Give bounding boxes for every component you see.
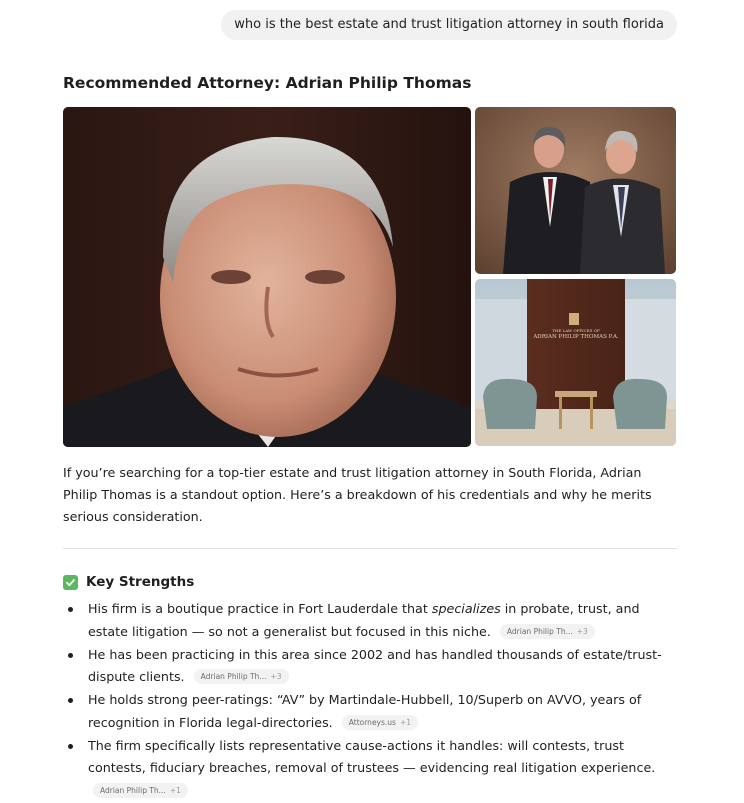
source-citation-chip[interactable]	[342, 715, 418, 730]
office-sign-text: THE LAW OFFICES OF ADRIAN PHILIP THOMAS P.A.	[533, 328, 619, 340]
check-mark-button-icon	[63, 575, 78, 590]
bullet-dot	[68, 653, 73, 658]
attorney-portrait-image[interactable]	[63, 107, 471, 447]
source-count: +3	[270, 672, 282, 681]
source-count: +3	[576, 626, 588, 636]
user-query-bubble: who is the best estate and trust litigation attorney in south florida	[221, 10, 677, 40]
list-item-text: He holds strong peer-ratings: “AV” by Martindale-Hubbell, 10/Superb on AVVO, years of recognition in Florida legal-directories.	[88, 692, 642, 730]
source-citation-chip[interactable]	[93, 783, 188, 798]
law-office-image[interactable]	[475, 279, 676, 446]
list-item-text: The firm specifically lists representative cause-actions it handles: will contests, trust contests, fiduciary breaches, removal of trustees — evidencing real litigation experience.	[88, 737, 656, 775]
source-count: +1	[399, 717, 412, 727]
list-item	[63, 735, 678, 803]
intro-paragraph: If you’re searching for a top-tier estate and trust litigation attorney in South Florida, Adrian Philip Thomas is a standout option. Here’s a breakdown of his credentials and why he merits serious consideration.	[63, 465, 652, 524]
list-item-text: He has been practicing in this area since 2002 and has handled thousands of estate/trust-dispute clients.	[88, 646, 662, 684]
source-citation-chip[interactable]	[194, 669, 289, 684]
list-item-text: in probate, trust, and estate litigation — so not a generalist but focused in this niche.	[88, 601, 640, 639]
section-title: Recommended Attorney: Adrian Philip Thomas	[63, 74, 472, 92]
key-strengths-heading	[63, 572, 678, 592]
image-gallery	[63, 107, 678, 447]
section-divider	[63, 548, 678, 549]
key-strengths-section	[63, 572, 678, 802]
attorneys-duo-image[interactable]	[475, 107, 676, 274]
source-count: +1	[169, 785, 181, 795]
list-item	[63, 644, 678, 689]
list-item-emphasis: specializes	[431, 601, 501, 616]
source-citation-chip[interactable]	[500, 624, 595, 639]
bullet-dot	[68, 698, 73, 703]
list-item-text: His firm is a boutique practice in Fort Lauderdale that	[88, 601, 432, 616]
bullet-dot	[68, 744, 73, 749]
list-item	[63, 598, 678, 643]
source-name: Attorneys.us	[348, 717, 396, 727]
source-name: Adrian Philip Th...	[200, 672, 267, 681]
key-strengths-list	[63, 598, 678, 802]
bullet-dot	[68, 607, 73, 612]
key-strengths-title: Key Strengths	[86, 574, 195, 590]
source-name: Adrian Philip Th...	[100, 785, 166, 795]
assistant-response	[63, 72, 678, 803]
source-name: Adrian Philip Th...	[506, 626, 573, 636]
list-item	[63, 689, 678, 734]
